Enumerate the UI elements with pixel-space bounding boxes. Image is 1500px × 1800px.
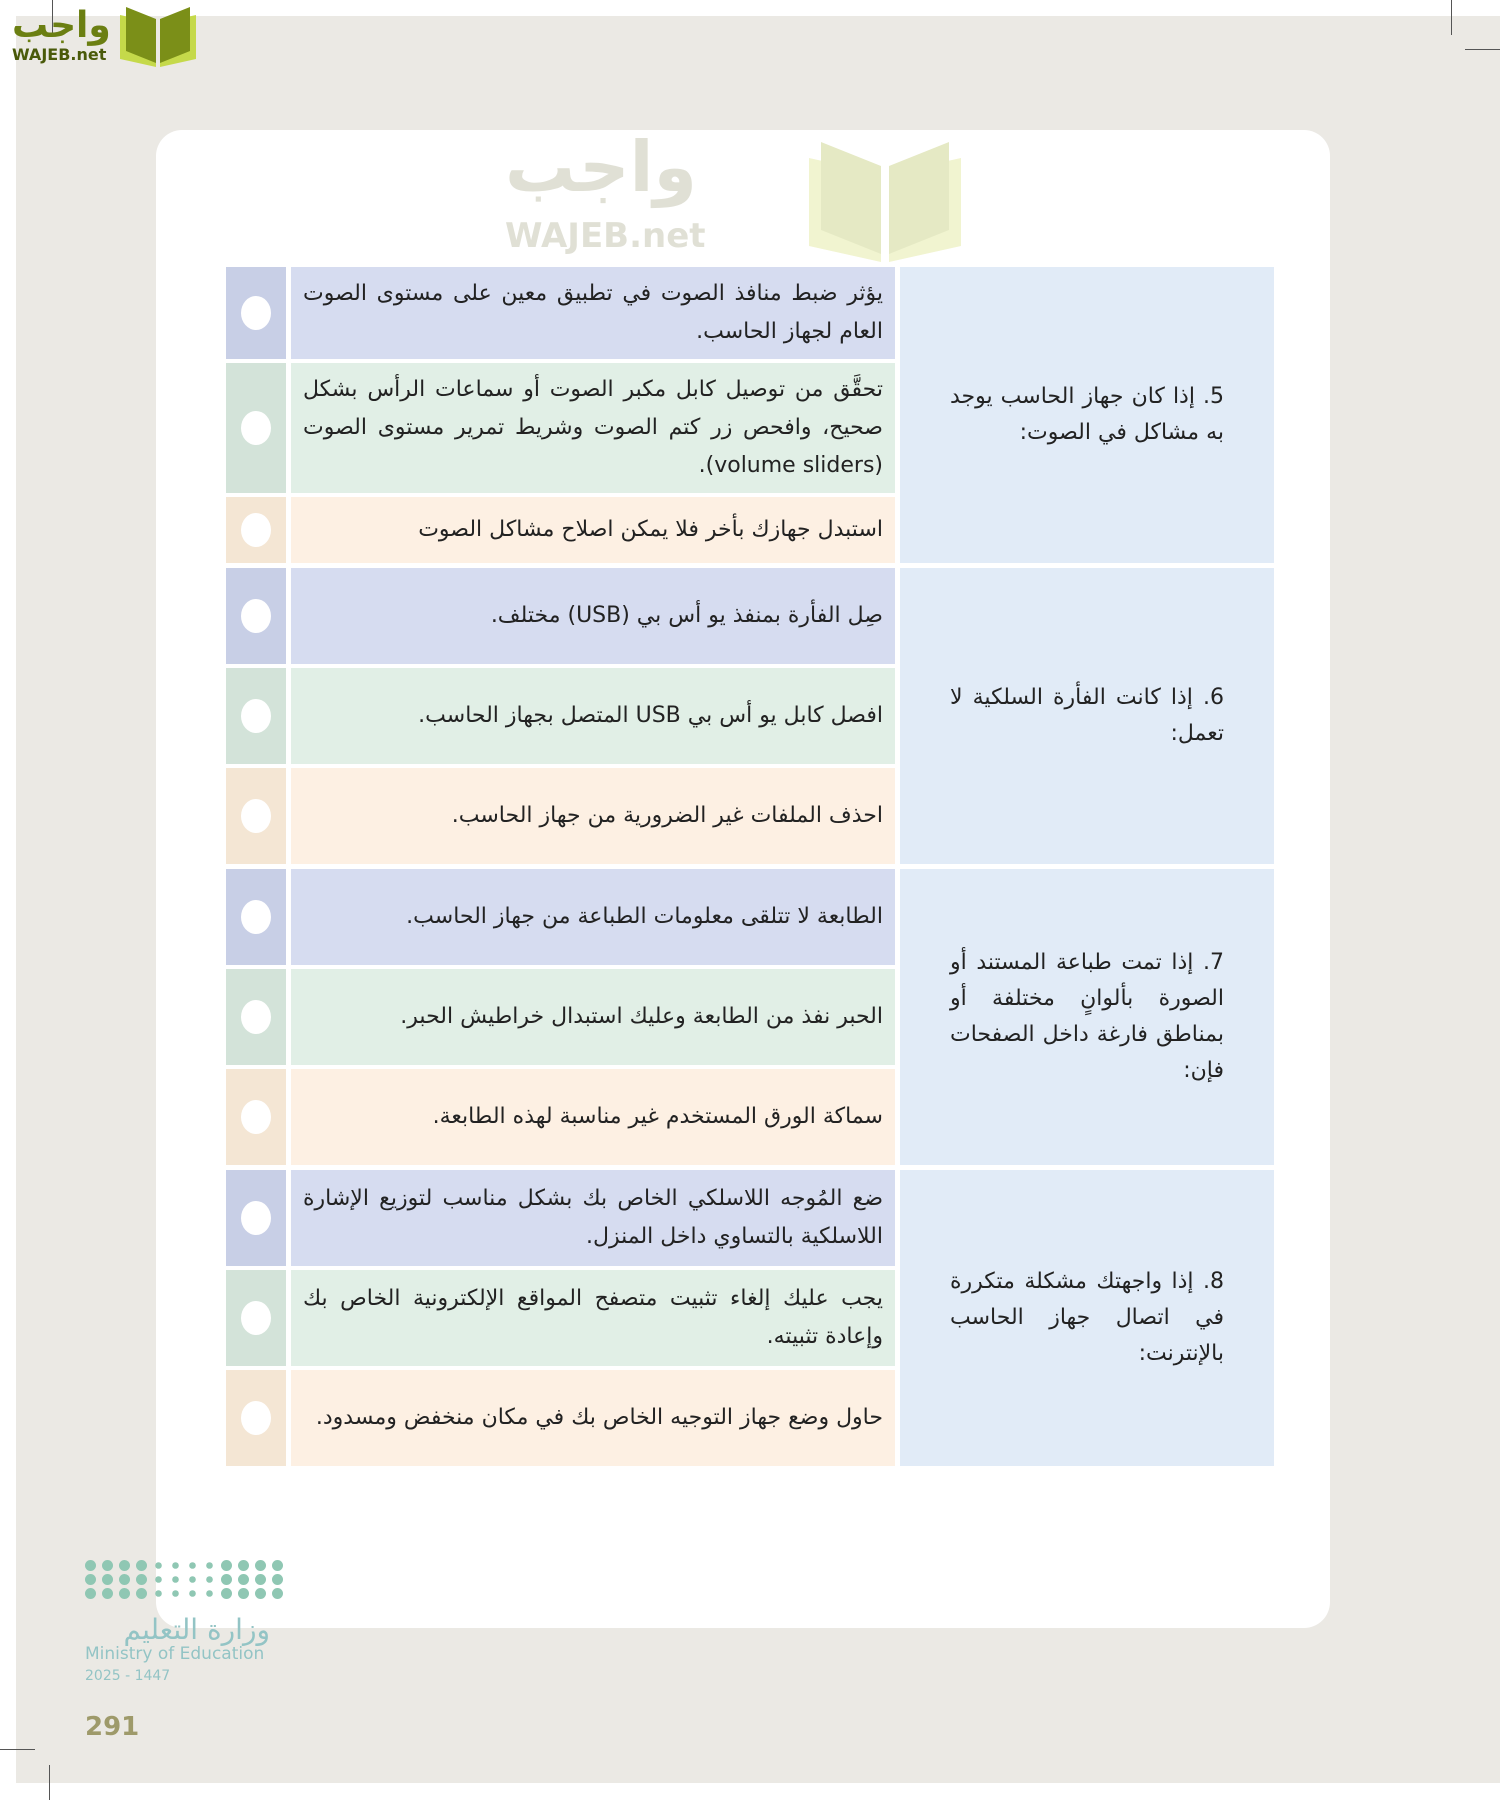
question-group bbox=[226, 267, 1274, 563]
option-text: احذف الملفات غير الضرورية من جهاز الحاسب. bbox=[291, 768, 895, 864]
option-text: الطابعة لا تتلقى معلومات الطباعة من جهاز الحاسب. bbox=[291, 869, 895, 965]
emblem-dot bbox=[221, 1560, 232, 1571]
emblem-dot bbox=[238, 1574, 249, 1585]
option-radio[interactable] bbox=[241, 900, 271, 934]
emblem-dot bbox=[272, 1574, 283, 1585]
crop-mark bbox=[49, 1765, 50, 1800]
option-row bbox=[226, 497, 895, 563]
emblem-dot bbox=[102, 1588, 113, 1599]
options-column bbox=[226, 1170, 895, 1466]
option-text: حاول وضع جهاز التوجيه الخاص بك في مكان منخفض ومسدود. bbox=[291, 1370, 895, 1466]
question-group bbox=[226, 869, 1274, 1165]
radio-cell bbox=[226, 768, 286, 864]
emblem-dot bbox=[155, 1576, 162, 1583]
option-text: الحبر نفذ من الطابعة وعليك استبدال خراطيش الحبر. bbox=[291, 969, 895, 1065]
logo-english: WAJEB.net bbox=[12, 45, 107, 64]
emblem-dot bbox=[221, 1574, 232, 1585]
emblem-dot bbox=[119, 1574, 130, 1585]
option-row bbox=[226, 1370, 895, 1466]
emblem-dot bbox=[255, 1588, 266, 1599]
ministry-dots-emblem bbox=[85, 1560, 285, 1599]
emblem-dot bbox=[102, 1560, 113, 1571]
option-radio[interactable] bbox=[241, 799, 271, 833]
page-number: 291 bbox=[85, 1712, 140, 1742]
emblem-dot bbox=[189, 1562, 196, 1569]
emblem-dot bbox=[189, 1590, 196, 1597]
emblem-dot bbox=[206, 1576, 213, 1583]
option-row bbox=[226, 363, 895, 493]
emblem-dot bbox=[155, 1562, 162, 1569]
radio-cell bbox=[226, 969, 286, 1065]
emblem-dot bbox=[136, 1574, 147, 1585]
option-row bbox=[226, 768, 895, 864]
option-row bbox=[226, 1270, 895, 1366]
ministry-year: 2025 - 1447 bbox=[85, 1668, 171, 1684]
question-text: 6. إذا كانت الفأرة السلكية لا تعمل: bbox=[900, 568, 1274, 864]
emblem-dot bbox=[136, 1588, 147, 1599]
option-radio[interactable] bbox=[241, 699, 271, 733]
wajeb-logo bbox=[10, 5, 200, 70]
option-radio[interactable] bbox=[241, 1000, 271, 1034]
emblem-dot bbox=[85, 1574, 96, 1585]
question-group bbox=[226, 568, 1274, 864]
option-text: يجب عليك إلغاء تثبيت متصفح المواقع الإلكترونية الخاص بك وإعادة تثبيته. bbox=[291, 1270, 895, 1366]
radio-cell bbox=[226, 497, 286, 563]
options-column bbox=[226, 869, 895, 1165]
option-text: تحقَّق من توصيل كابل مكبر الصوت أو سماعات الرأس بشكل صحيح، وافحص زر كتم الصوت وشريط تمرير مستوى الصوت (volume sliders). bbox=[291, 363, 895, 493]
option-radio[interactable] bbox=[241, 411, 271, 445]
radio-cell bbox=[226, 568, 286, 664]
option-row bbox=[226, 869, 895, 965]
radio-cell bbox=[226, 668, 286, 764]
ministry-english: Ministry of Education bbox=[85, 1644, 265, 1664]
question-text: 5. إذا كان جهاز الحاسب يوجد به مشاكل في الصوت: bbox=[900, 267, 1274, 563]
emblem-dot bbox=[102, 1574, 113, 1585]
emblem-dot bbox=[272, 1560, 283, 1571]
watermark-english: WAJEB.net bbox=[505, 216, 706, 256]
option-row bbox=[226, 1170, 895, 1266]
option-text: ضع المُوجه اللاسلكي الخاص بك بشكل مناسب لتوزيع الإشارة اللاسلكية بالتساوي داخل المنزل. bbox=[291, 1170, 895, 1266]
question-text: 7. إذا تمت طباعة المستند أو الصورة بألوانٍ مختلفة أو بمناطق فارغة داخل الصفحات فإن: bbox=[900, 869, 1274, 1165]
question-text: 8. إذا واجهتك مشكلة متكررة في اتصال جهاز الحاسب بالإنترنت: bbox=[900, 1170, 1274, 1466]
emblem-dot bbox=[221, 1588, 232, 1599]
troubleshooting-table bbox=[226, 267, 1274, 1466]
option-row bbox=[226, 969, 895, 1065]
option-radio[interactable] bbox=[241, 1100, 271, 1134]
watermark-arabic: واجب bbox=[505, 126, 698, 208]
radio-cell bbox=[226, 869, 286, 965]
emblem-dot bbox=[136, 1560, 147, 1571]
radio-cell bbox=[226, 363, 286, 493]
crop-mark bbox=[1465, 49, 1500, 50]
option-row bbox=[226, 568, 895, 664]
option-text: سماكة الورق المستخدم غير مناسبة لهذه الطابعة. bbox=[291, 1069, 895, 1165]
option-row bbox=[226, 267, 895, 359]
option-text: يؤثر ضبط منافذ الصوت في تطبيق معين على مستوى الصوت العام لجهاز الحاسب. bbox=[291, 267, 895, 359]
crop-mark bbox=[0, 1749, 35, 1750]
question-group bbox=[226, 1170, 1274, 1466]
option-radio[interactable] bbox=[241, 1301, 271, 1335]
logo-arabic: واجب bbox=[12, 5, 111, 46]
emblem-dot bbox=[272, 1588, 283, 1599]
radio-cell bbox=[226, 1270, 286, 1366]
radio-cell bbox=[226, 1069, 286, 1165]
emblem-dot bbox=[155, 1590, 162, 1597]
option-radio[interactable] bbox=[241, 599, 271, 633]
options-column bbox=[226, 267, 895, 563]
option-radio[interactable] bbox=[241, 513, 271, 547]
emblem-dot bbox=[255, 1574, 266, 1585]
radio-cell bbox=[226, 1370, 286, 1466]
emblem-dot bbox=[119, 1588, 130, 1599]
option-radio[interactable] bbox=[241, 296, 271, 330]
options-column bbox=[226, 568, 895, 864]
crop-mark bbox=[1451, 0, 1452, 35]
emblem-dot bbox=[189, 1576, 196, 1583]
emblem-dot bbox=[172, 1576, 179, 1583]
option-radio[interactable] bbox=[241, 1201, 271, 1235]
emblem-dot bbox=[172, 1562, 179, 1569]
radio-cell bbox=[226, 267, 286, 359]
emblem-dot bbox=[206, 1590, 213, 1597]
emblem-dot bbox=[172, 1590, 179, 1597]
emblem-dot bbox=[238, 1560, 249, 1571]
book-icon bbox=[118, 5, 198, 67]
option-row bbox=[226, 1069, 895, 1165]
emblem-dot bbox=[85, 1588, 96, 1599]
option-text: استبدل جهازك بأخر فلا يمكن اصلاح مشاكل الصوت bbox=[291, 497, 895, 563]
option-radio[interactable] bbox=[241, 1401, 271, 1435]
emblem-dot bbox=[255, 1560, 266, 1571]
option-text: صِل الفأرة بمنفذ يو أس بي (USB) مختلف. bbox=[291, 568, 895, 664]
emblem-dot bbox=[85, 1560, 96, 1571]
emblem-dot bbox=[206, 1562, 213, 1569]
emblem-dot bbox=[238, 1588, 249, 1599]
option-text: افصل كابل يو أس بي USB المتصل بجهاز الحاسب. bbox=[291, 668, 895, 764]
option-row bbox=[226, 668, 895, 764]
ministry-logo bbox=[85, 1560, 285, 1684]
emblem-dot bbox=[119, 1560, 130, 1571]
ministry-arabic: وزارة التعليم bbox=[123, 1613, 270, 1646]
radio-cell bbox=[226, 1170, 286, 1266]
